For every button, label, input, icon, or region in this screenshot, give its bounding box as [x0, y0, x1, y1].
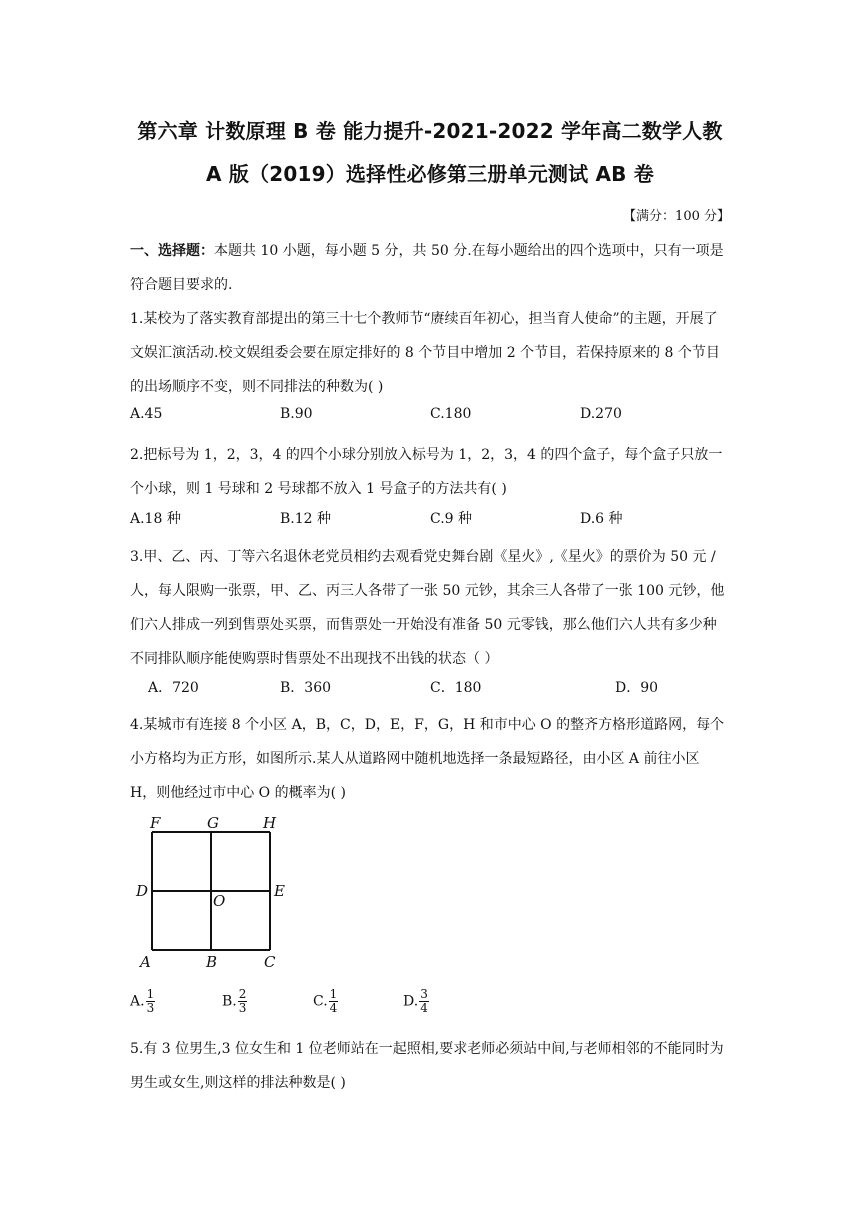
option-prefix: B. — [222, 993, 237, 1010]
fraction — [329, 988, 339, 1015]
question-4-option-b — [222, 988, 247, 1015]
question-1-option-c: C.180 — [430, 406, 472, 422]
label-g: G — [207, 814, 219, 832]
option-prefix: A. — [130, 993, 145, 1010]
numerator: 1 — [329, 987, 338, 1001]
road-grid-figure — [130, 810, 300, 975]
question-2-option-b: B.12 种 — [280, 511, 332, 527]
label-h: H — [263, 814, 277, 832]
denominator: 4 — [329, 1001, 338, 1015]
label-f: F — [150, 814, 161, 832]
label-b: B — [206, 953, 218, 971]
document-title-line-1: 第六章 计数原理 B 卷 能力提升-2021-2022 学年高二数学人教 — [137, 119, 723, 143]
denominator: 3 — [238, 1001, 247, 1015]
numerator: 1 — [146, 987, 155, 1001]
label-e: E — [274, 882, 285, 900]
option-prefix: D. — [403, 993, 419, 1010]
section-intro-text: 本题共 10 小题，每小题 5 分，共 50 分.在每小题给出的四个选项中，只有一项是符合题目要求的. — [130, 243, 724, 293]
question-1-option-d: D.270 — [580, 406, 622, 422]
label-a: A — [140, 953, 151, 971]
question-3-option-a: A．720 — [148, 680, 199, 696]
question-4-text: 4.某城市有连接 8 个小区 A，B，C，D，E，F，G，H 和市中心 O 的整齐方格形道路网，每个小方格均为正方形，如图所示.某人从道路网中随机地选择一条最短路径，由小区 A 前往小区 H，则他经过市中心 O 的概率为( ) — [130, 717, 725, 801]
section-intro — [130, 234, 730, 302]
question-3-option-b: B．360 — [280, 680, 332, 696]
label-c: C — [264, 953, 276, 971]
question-2-option-c: C.9 种 — [430, 511, 473, 527]
fraction — [238, 988, 248, 1015]
option-prefix: C. — [313, 993, 328, 1010]
question-4-option-a — [130, 988, 155, 1015]
question-2-option-d: D.6 种 — [580, 511, 623, 527]
question-3-option-d: D．90 — [615, 680, 659, 696]
numerator: 2 — [238, 987, 247, 1001]
numerator: 3 — [420, 987, 428, 1001]
denominator: 4 — [420, 1001, 428, 1015]
question-4-option-c — [313, 988, 338, 1015]
document-title-line-2: A 版（2019）选择性必修第三册单元测试 AB 卷 — [206, 162, 654, 186]
question-3-option-c: C．180 — [430, 680, 482, 696]
question-5-text: 5.有 3 位男生,3 位女生和 1 位老师站在一起照相,要求老师必须站中间,与老师相邻的不能同时为男生或女生,则这样的排法种数是( ) — [130, 1041, 724, 1091]
fraction — [146, 988, 156, 1015]
question-4-option-d — [403, 988, 429, 1015]
question-1-option-b: B.90 — [280, 406, 313, 422]
full-score-label: 【满分：100 分】 — [623, 209, 730, 224]
question-3-text: 3.甲、乙、丙、丁等六名退休老党员相约去观看党史舞台剧《星火》,《星火》的票价为 50 元 / 人，每人限购一张票，甲、乙、丙三人各带了一张 50 元钞，其余三人各带了一张 100 元钞，他们六人排成一列到售票处买票，而售票处一开始没有准备 50 元零钱，那么他们六人共有多少种不同排队顺序能使购票时售票处不出现找不出钱的状态（ ） — [130, 549, 725, 667]
question-2-text: 2.把标号为 1，2，3，4 的四个小球分别放入标号为 1，2，3，4 的四个盒子，每个盒子只放一个小球，则 1 号球和 2 号球都不放入 1 号盒子的方法共有( ) — [130, 447, 723, 497]
question-2-option-a: A.18 种 — [130, 511, 181, 527]
fraction — [419, 988, 429, 1015]
section-heading: 一、选择题： — [130, 243, 214, 259]
question-1-option-a: A.45 — [130, 406, 163, 422]
label-d: D — [136, 882, 149, 900]
denominator: 3 — [146, 1001, 155, 1015]
question-1-text: 1.某校为了落实教育部提出的第三十七个教师节“赓续百年初心，担当育人使命”的主题，开展了文娱汇演活动.校文娱组委会要在原定排好的 8 个节目中增加 2 个节目，若保持原来的 8 个节目的出场顺序不变，则不同排法的种数为( ) — [130, 311, 720, 395]
label-o: O — [213, 892, 226, 910]
